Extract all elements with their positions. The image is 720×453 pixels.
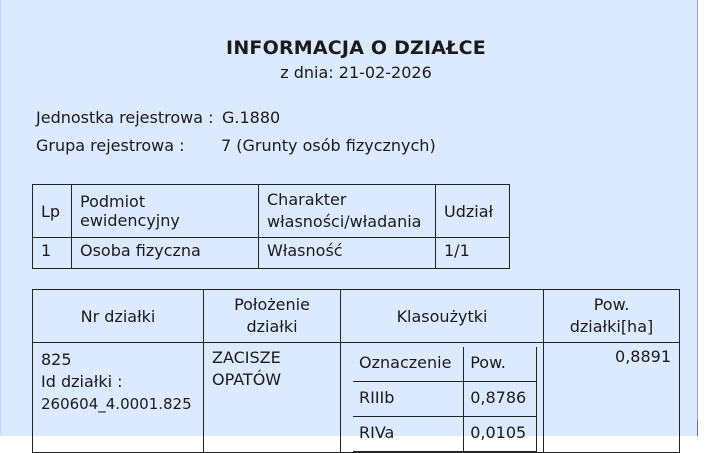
parcel-location-2: OPATÓW	[212, 370, 282, 389]
parcel-number: 825	[41, 350, 72, 369]
owners-header-ownership: Charakter własności/władania	[259, 185, 436, 238]
owners-header-lp: Lp	[33, 185, 72, 238]
classes-cell-designation: RIIIb	[353, 382, 464, 417]
table-row	[33, 343, 680, 453]
owners-header-share: Udział	[436, 185, 510, 238]
parcels-header-location: Położenie działki	[204, 290, 341, 343]
table-row	[353, 417, 537, 452]
owners-cell-lp: 1	[33, 238, 72, 269]
registry-unit-value: G.1880	[222, 108, 281, 127]
registry-group-label: Grupa rejestrowa :	[36, 136, 185, 155]
parcel-classes-cell	[341, 343, 544, 453]
table-row	[33, 238, 510, 269]
owners-header-row	[33, 185, 510, 238]
classes-header-designation: Oznaczenie	[353, 347, 464, 382]
parcel-area-cell: 0,8891	[544, 343, 680, 453]
registry-group-value: 7 (Grunty osób fizycznych)	[221, 136, 436, 155]
parcel-id-label: Id działki :	[41, 372, 123, 391]
document-date: z dnia: 21-02-2026	[280, 63, 432, 82]
registry-group	[36, 136, 436, 155]
classes-header-area: Pow.	[464, 347, 537, 382]
owners-cell-subject: Osoba fizyczna	[72, 238, 259, 269]
document-title: INFORMACJA O DZIAŁCE	[226, 37, 486, 59]
parcel-location-cell	[204, 343, 341, 453]
classes-cell-designation: RIVa	[353, 417, 464, 452]
parcel-location-1: ZACISZE	[212, 348, 281, 367]
parcels-header-row	[33, 290, 680, 343]
classes-table	[353, 347, 537, 452]
table-row	[353, 382, 537, 417]
owners-table	[32, 184, 510, 269]
owners-cell-ownership: Własność	[259, 238, 436, 269]
registry-unit	[36, 108, 281, 127]
parcel-id-value: 260604_4.0001.825	[41, 395, 192, 413]
parcels-header-number: Nr działki	[33, 290, 204, 343]
parcels-header-classes: Klasoużytki	[341, 290, 544, 343]
owners-header-subject: Podmiot ewidencyjny	[72, 185, 259, 238]
owners-cell-share: 1/1	[436, 238, 510, 269]
parcels-header-area: Pow. działki[ha]	[544, 290, 680, 343]
parcel-number-cell	[33, 343, 204, 453]
classes-cell-area: 0,8786	[464, 382, 537, 417]
classes-cell-area: 0,0105	[464, 417, 537, 452]
registry-unit-label: Jednostka rejestrowa :	[36, 108, 214, 127]
parcels-table	[32, 289, 680, 453]
classes-header-row	[353, 347, 537, 382]
